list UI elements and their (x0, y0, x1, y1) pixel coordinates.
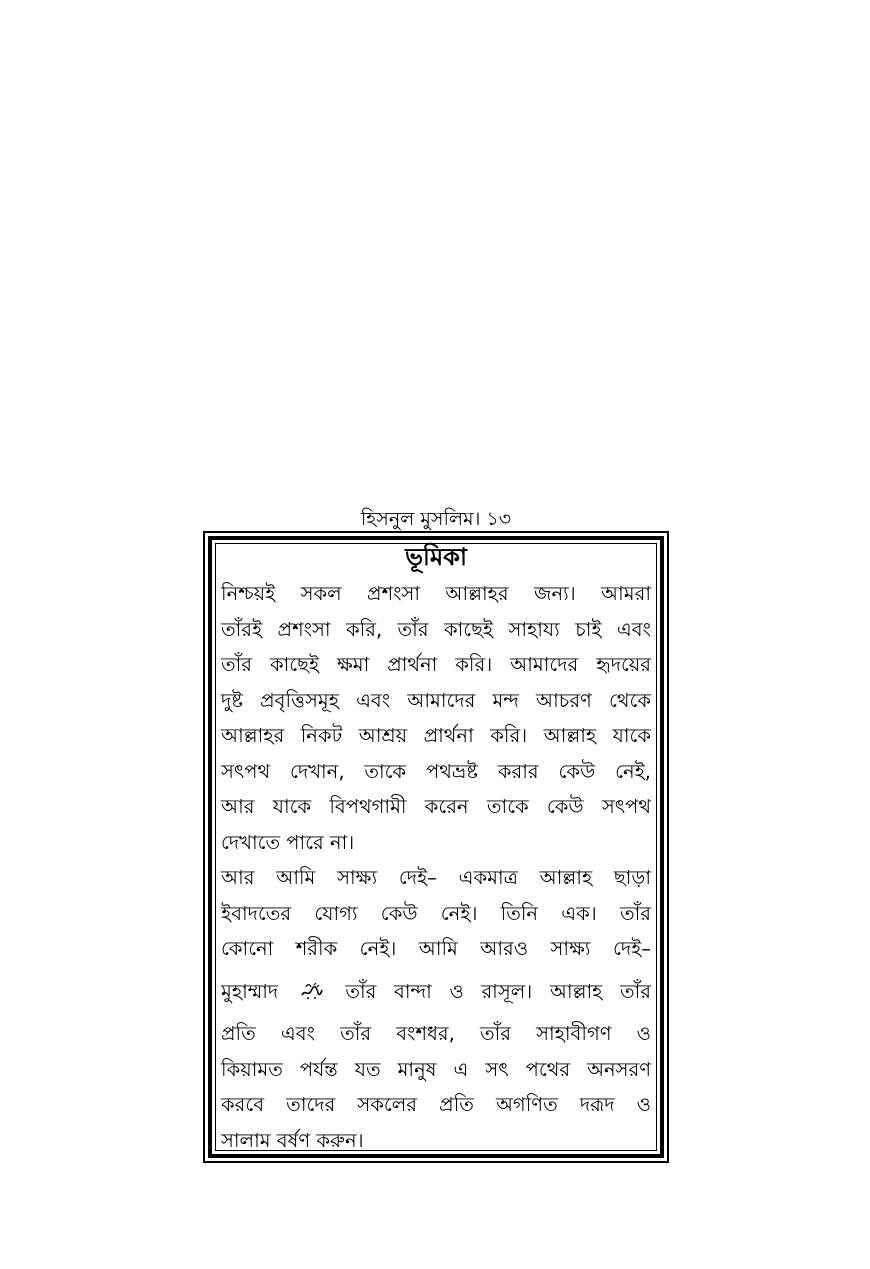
text-line: আর আমি সাক্ষ্য দেই– একমাত্র আল্লাহ ছাড়া (221, 866, 651, 889)
text-line: আল্লাহর নিকট আশ্রয় প্রার্থনা করি। আল্লাহ যাকে (221, 724, 651, 747)
text-line: নিশ্চয়ই সকল প্রশংসা আল্লাহর জন্য। আমরা (221, 582, 651, 605)
paragraph-2 (221, 860, 651, 1158)
running-header: হিসনুল মুসলিম। ১৩ (360, 508, 512, 530)
paragraph-1 (221, 576, 651, 860)
text-line: দেখাতে পারে না। (221, 830, 355, 854)
text-line: করবে তাদের সকলের প্রতি অগণিত দরূদ ও (221, 1093, 651, 1116)
text-line: আর যাকে বিপথগামী করেন তাকে কেউ সৎপথ (221, 795, 651, 818)
text-line: তাঁরই প্রশংসা করি, তাঁর কাছেই সাহায্য চাই এবং (221, 617, 651, 641)
text-line: তাঁর কাছেই ক্ষমা প্রার্থনা করি। আমাদের হৃদয়ের (221, 653, 651, 676)
salawat-calligraphy-icon (300, 981, 324, 1001)
salawat-line (221, 974, 651, 1010)
text-line: দুষ্ট প্রবৃত্তিসমূহ এবং আমাদের মন্দ আচরণ থেকে (221, 688, 651, 712)
content-area (203, 538, 669, 1158)
text-line: ইবাদতের যোগ্য কেউ নেই। তিনি এক। তাঁর (221, 901, 651, 925)
salawat-line-start: মুহাম্মাদ (221, 979, 279, 1003)
salawat-line-end: তাঁর বান্দা ও রাসূল। আল্লাহ তাঁর (345, 979, 652, 1003)
text-line: সৎপথ দেখান, তাকে পথভ্রষ্ট করার কেউ নেই, (221, 759, 651, 783)
text-line: কোনো শরীক নেই। আমি আরও সাক্ষ্য দেই– (221, 937, 651, 960)
text-line: কিয়ামত পর্যন্ত যত মানুষ এ সৎ পথের অনসরণ (221, 1057, 651, 1081)
text-line: প্রতি এবং তাঁর বংশধর, তাঁর সাহাবীগণ ও (221, 1022, 651, 1045)
section-title: ভূমিকা (405, 543, 467, 571)
text-line: সালাম বর্ষণ করুন। (221, 1128, 364, 1152)
